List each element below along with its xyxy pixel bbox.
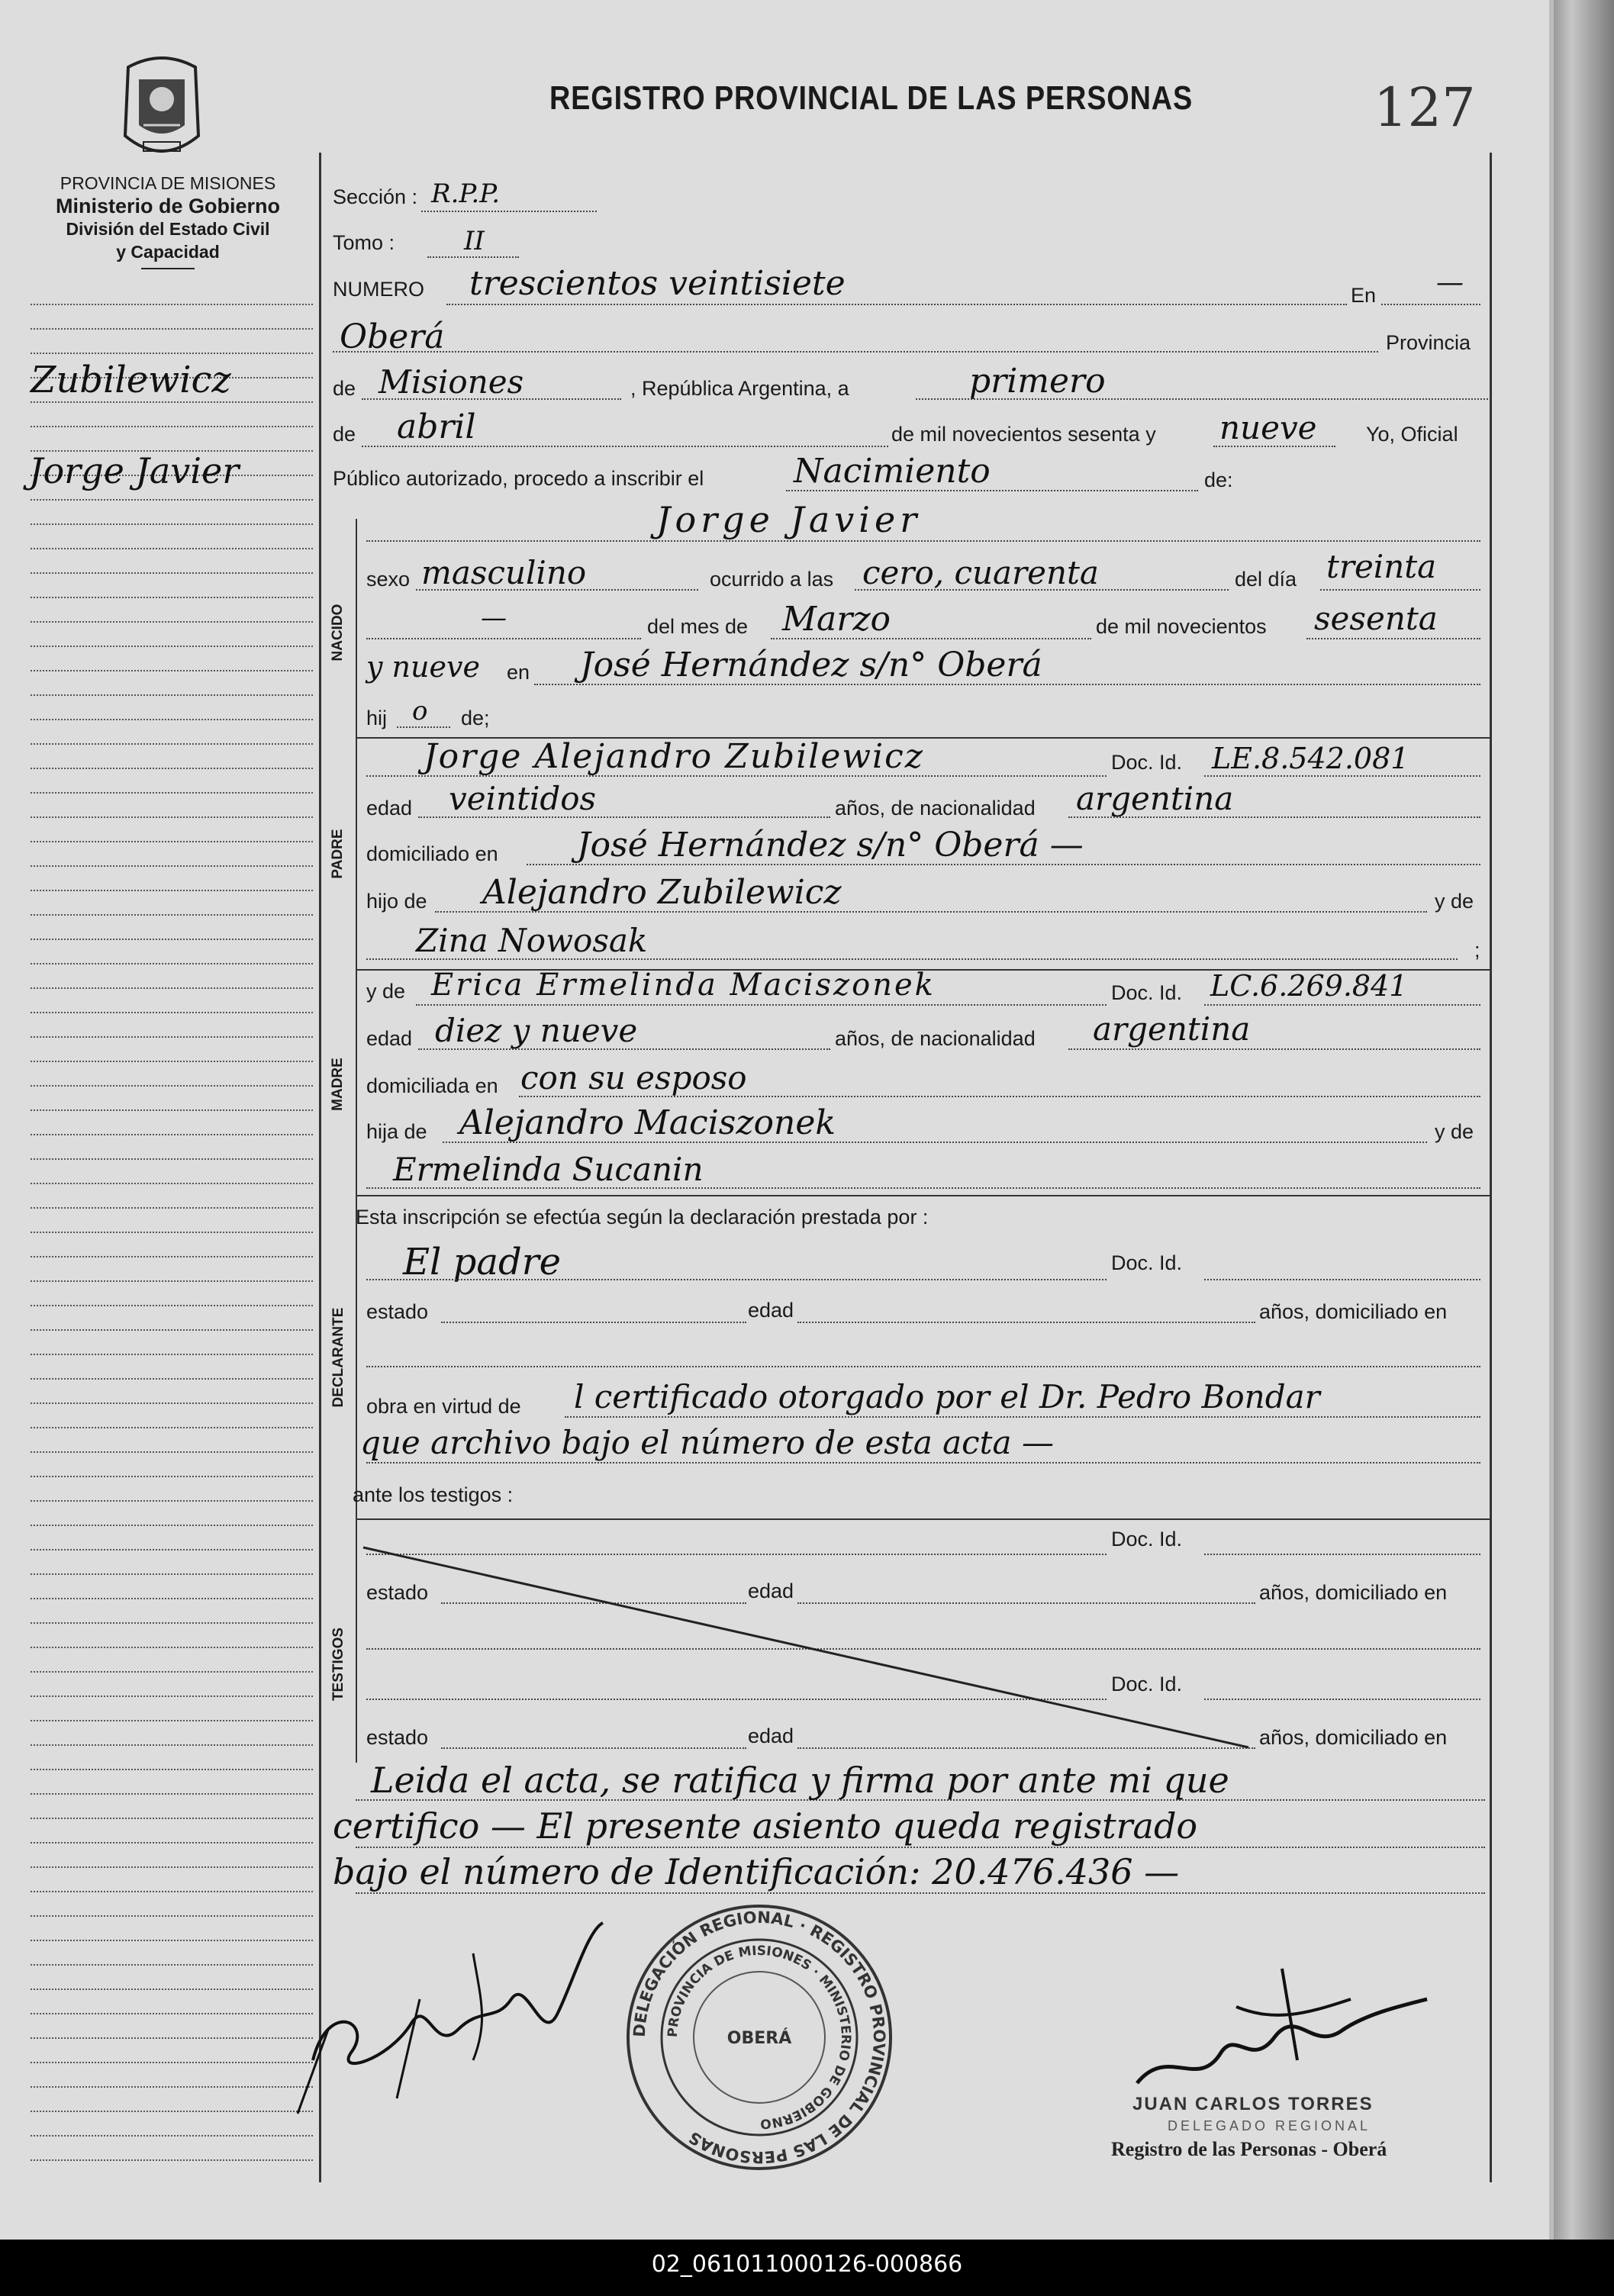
father-yde-label: y de (1435, 890, 1474, 913)
margin-dotted-line (31, 1818, 313, 1819)
seccion-value: R.P.P. (431, 179, 500, 209)
mother-name-line (416, 1004, 1107, 1006)
hijo-de-label: de; (461, 707, 490, 729)
birth-mil-label: de mil novecientos (1096, 615, 1267, 638)
father-doc-line (1204, 775, 1480, 777)
year-of-birth-line (1306, 638, 1480, 639)
day-value: primero (969, 362, 1106, 401)
strike-through-line (356, 1541, 1271, 1755)
witness1-doc-label: Doc. Id. (1111, 1528, 1183, 1551)
margin-dotted-line (31, 426, 313, 427)
nacido-tab: NACIDO (330, 604, 346, 662)
stamp-outer-text: DELEGACIÓN REGIONAL · REGISTRO PROVINCIAL DE LAS PERSONAS (630, 1908, 889, 2167)
obra-value: l certificado otorgado por el Dr. Pedro Bondar (574, 1378, 1320, 1415)
seccion-line (421, 211, 597, 212)
declarant-edad-label: edad (748, 1299, 794, 1322)
agency-line: Ministerio de Gobierno (55, 195, 281, 217)
margin-dotted-line (31, 1109, 313, 1111)
mother-nationality: argentina (1093, 1010, 1251, 1048)
right-rule (1490, 153, 1492, 2182)
margin-dotted-line (31, 914, 313, 916)
year-value: nueve (1219, 409, 1317, 446)
obra-line-2 (366, 1462, 1480, 1464)
declarant-dom-line (366, 1366, 1480, 1367)
obra-value-cont: que archivo bajo el número de esta acta — (360, 1424, 1054, 1461)
coat-of-arms-icon (113, 52, 211, 160)
margin-dotted-line (31, 1280, 313, 1282)
margin-dotted-line (31, 816, 313, 818)
father-name: Jorge Alejandro Zubilewicz (424, 737, 924, 776)
place-line (333, 351, 1378, 353)
mother-anos-label: años, de nacionalidad (835, 1027, 1036, 1050)
margin-dotted-line (31, 1866, 313, 1868)
official-stamp (622, 1900, 897, 2175)
mother-dom-label: domiciliada en (366, 1074, 498, 1097)
margin-dotted-line (31, 1500, 313, 1502)
section-divider (356, 1195, 1490, 1196)
margin-dotted-line (31, 1647, 313, 1648)
margin-dotted-line (31, 1988, 313, 1990)
margin-dotted-line (31, 1476, 313, 1477)
margin-dotted-line (31, 939, 313, 940)
margin-dotted-line (31, 1573, 313, 1575)
page-binding-edge (1554, 0, 1614, 2240)
de2-label: de (333, 423, 356, 446)
margin-dotted-line (31, 1940, 313, 1941)
margin-dotted-line (31, 1695, 313, 1697)
margin-dotted-line (31, 1549, 313, 1551)
declarante-intro: Esta inscripción se efectúa según la declaración prestada por : (356, 1206, 929, 1229)
margin-dotted-line (31, 2111, 313, 2112)
agency-line: y Capacidad (116, 242, 220, 262)
father-semicolon: ; (1474, 939, 1480, 961)
de3-label: de: (1204, 469, 1233, 491)
declarant-edad-line (797, 1322, 1255, 1323)
paternal-grandmother: Zina Nowosak (416, 922, 648, 959)
margin-dotted-line (31, 2086, 313, 2088)
margin-dotted-line (31, 865, 313, 867)
year-of-birth: sesenta (1314, 600, 1438, 637)
mother-hija-label: hija de (366, 1120, 427, 1143)
margin-dotted-line (31, 328, 313, 330)
mes-label: del mes de (647, 615, 749, 638)
father-hijo-label: hijo de (366, 890, 427, 913)
testigos-tab: TESTIGOS (330, 1627, 346, 1702)
mother-age: diez y nueve (435, 1012, 638, 1049)
father-anos-label: años, de nacionalidad (835, 797, 1036, 820)
witness2-edad-label: edad (748, 1724, 794, 1747)
father-edad-label: edad (366, 797, 413, 820)
hijo-label: hij (366, 707, 388, 729)
mother-doc-label: Doc. Id. (1111, 981, 1183, 1004)
obra-label: obra en virtud de (366, 1395, 521, 1418)
father-doc-value: LE.8.542.081 (1212, 742, 1409, 775)
ocurrido-label: ocurrido a las (710, 568, 834, 591)
margin-dotted-line (31, 1134, 313, 1135)
seccion-label: Sección : (333, 185, 418, 208)
declarant-estado-line (441, 1322, 746, 1323)
child-name-line (366, 540, 1480, 542)
closing-line-2: certifico — El presente asiento queda registrado (333, 1805, 1198, 1847)
closing-line-3: bajo el número de Identificación: 20.476.436 — (333, 1851, 1180, 1892)
margin-dotted-line (31, 1232, 313, 1233)
margin-dotted-line (31, 646, 313, 647)
tomo-label: Tomo : (333, 231, 395, 254)
day-of-birth-line (1320, 589, 1480, 591)
province-line (362, 398, 621, 400)
margin-dotted-line (31, 1402, 313, 1404)
margin-dotted-line (31, 792, 313, 794)
witness1-edad-label: edad (748, 1580, 794, 1602)
agency-block (15, 172, 321, 269)
declarant-doc-label: Doc. Id. (1111, 1251, 1183, 1274)
margin-dotted-line (31, 1964, 313, 1966)
paternal-grandfather: Alejandro Zubilewicz (482, 873, 842, 912)
sexo-label: sexo (366, 568, 411, 591)
mother-doc-value: LC.6.269.841 (1210, 969, 1408, 1003)
declarant-doc-line (1204, 1279, 1480, 1280)
month-line (362, 446, 888, 447)
paternal-grandfather-line (435, 911, 1427, 913)
declarant-signature (282, 1908, 618, 2121)
margin-dotted-line (31, 1622, 313, 1624)
witness2-doc-label: Doc. Id. (1111, 1673, 1183, 1695)
witness2-estado-label: estado (366, 1726, 429, 1749)
margin-dotted-line (31, 2062, 313, 2063)
margin-rule (319, 153, 321, 2182)
father-doc-label: Doc. Id. (1111, 751, 1183, 774)
margin-dotted-line (31, 987, 313, 989)
margin-dotted-line (31, 1769, 313, 1770)
margin-dotted-line (31, 1525, 313, 1526)
margin-dotted-line (31, 1061, 313, 1062)
margin-dotted-line (31, 1842, 313, 1844)
margin-dotted-line (31, 2159, 313, 2161)
agency-divider (141, 268, 195, 269)
birth-place-line (534, 684, 1480, 685)
father-nationality-line (1068, 816, 1480, 818)
margin-dotted-line (31, 1793, 313, 1795)
mother-doc-line (1204, 1004, 1480, 1006)
agency-line: División del Estado Civil (66, 219, 270, 239)
margin-dotted-line (31, 1915, 313, 1917)
official-role: DELEGADO REGIONAL (1168, 2118, 1371, 2133)
closing-line-1: Leida el acta, se ratifica y firma por ante mi que (371, 1760, 1229, 1801)
dash-line (366, 638, 641, 639)
margin-dotted-line (31, 1207, 313, 1209)
maternal-grandmother: Ermelinda Sucanin (393, 1151, 704, 1188)
numero-line (446, 304, 1347, 305)
margin-surname: Zubilewicz (31, 359, 231, 401)
margin-dotted-line (31, 743, 313, 745)
margin-dotted-line (31, 499, 313, 501)
image-id: 02_061011000126-000866 (651, 2251, 963, 2278)
margin-dotted-line (31, 572, 313, 574)
margin-dotted-line (31, 1354, 313, 1355)
declarant-name: El padre (403, 1241, 562, 1283)
act-line (786, 490, 1198, 491)
sexo-value: masculino (421, 554, 587, 591)
maternal-grandfather-line (443, 1142, 1427, 1143)
month-of-birth: Marzo (782, 600, 891, 639)
margin-dotted-line (31, 1305, 313, 1306)
numero-value: trescientos veintisiete (469, 264, 846, 303)
year-of-birth-cont: y nueve (366, 650, 480, 684)
margin-dotted-line (31, 523, 313, 525)
margin-dotted-line (31, 1671, 313, 1673)
folio-number: 127 (1374, 76, 1476, 139)
margin-dotted-line (31, 1183, 313, 1184)
en-label: En (1351, 284, 1377, 307)
mother-dom-value: con su esposo (520, 1059, 747, 1096)
margin-dotted-line (31, 1256, 313, 1257)
margin-dotted-line (31, 890, 313, 891)
publico-label: Público autorizado, procedo a inscribir el (333, 467, 704, 490)
province-value: Misiones (379, 363, 524, 401)
witness1-estado-label: estado (366, 1581, 429, 1604)
child-name: Jorge Javier (656, 499, 922, 540)
place-value: Oberá (340, 317, 445, 356)
margin-dotted-line (31, 1158, 313, 1160)
margin-dotted-line (31, 1427, 313, 1428)
birth-dash: — (481, 603, 507, 633)
witness1-anos-label: años, domiciliado en (1259, 1581, 1448, 1604)
margin-dotted-line (31, 1720, 313, 1721)
stamp-city: OBERÁ (726, 2029, 792, 2048)
year-line (1213, 446, 1335, 447)
margin-dotted-line (31, 597, 313, 598)
margin-dotted-line (31, 768, 313, 769)
agency-line: PROVINCIA DE MISIONES (60, 173, 276, 193)
de-label: de (333, 377, 356, 400)
maternal-grandmother-line (366, 1187, 1480, 1189)
margin-dotted-line (31, 353, 313, 354)
en-value: — (1436, 267, 1464, 298)
hour-line (855, 589, 1229, 591)
margin-dotted-line (31, 2135, 313, 2137)
margin-dotted-line (31, 1891, 313, 1892)
margin-dotted-line (31, 2037, 313, 2039)
numero-label: NUMERO (333, 278, 424, 301)
mother-age-line (418, 1048, 830, 1050)
margin-dotted-line (31, 1378, 313, 1380)
section-divider (356, 1518, 1490, 1520)
declarante-tab: DECLARANTE (330, 1307, 346, 1408)
stamp-inner-text: PROVINCIA DE MISIONES · MINISTERIO DE GOBIERNO (665, 1943, 854, 2132)
margin-dotted-line (31, 694, 313, 696)
birth-en-label: en (507, 661, 530, 684)
margin-dotted-line (31, 1329, 313, 1331)
mother-yde-label: y de (366, 980, 406, 1003)
paternal-grandmother-line (366, 958, 1458, 960)
father-age-line (418, 816, 830, 818)
official-signature (1122, 1953, 1442, 2106)
father-nationality: argentina (1076, 780, 1234, 817)
margin-dotted-line (31, 719, 313, 720)
margin-dotted-line (31, 401, 313, 403)
mil-label: de mil novecientos sesenta y (891, 423, 1156, 446)
provincia-label: Provincia (1386, 331, 1471, 354)
republica-label: , República Argentina, a (630, 377, 849, 400)
witness2-anos-label: años, domiciliado en (1259, 1726, 1448, 1749)
margin-dotted-line (31, 1451, 313, 1453)
margin-dotted-line (31, 1598, 313, 1599)
maternal-grandfather: Alejandro Maciszonek (459, 1103, 836, 1142)
margin-given-names: Jorge Javier (29, 450, 240, 491)
official-office: Registro de las Personas - Oberá (1111, 2138, 1387, 2160)
father-age: veintidos (449, 780, 597, 817)
hijo-line (397, 726, 450, 728)
tomo-value: II (464, 226, 485, 256)
father-name-line (366, 775, 1107, 777)
margin-dotted-line (31, 1085, 313, 1087)
declarant-estado-label: estado (366, 1300, 429, 1323)
margin-dotted-line (31, 670, 313, 671)
margin-dotted-line (31, 841, 313, 842)
page-title: REGISTRO PROVINCIAL DE LAS PERSONAS (549, 79, 1194, 117)
hour-value: cero, cuarenta (862, 554, 1099, 591)
padre-tab: PADRE (330, 829, 346, 879)
sexo-line (416, 589, 698, 591)
father-dom-label: domiciliado en (366, 842, 498, 865)
day-of-birth: treinta (1326, 548, 1437, 585)
margin-dotted-line (31, 548, 313, 549)
mother-dom-line (519, 1096, 1480, 1097)
tomo-line (427, 256, 519, 258)
day-line (916, 398, 1488, 400)
act-value: Nacimiento (794, 452, 991, 491)
closing-line-rule (356, 1892, 1485, 1894)
mother-edad-label: edad (366, 1027, 413, 1050)
birth-place: José Hernández s/n° Oberá (580, 646, 1042, 684)
margin-dotted-line (31, 1036, 313, 1038)
margin-dotted-line (31, 621, 313, 623)
declarant-name-line (366, 1279, 1107, 1280)
mother-nationality-line (1068, 1048, 1480, 1050)
oficial-label: Yo, Oficial (1366, 423, 1458, 446)
official-name: JUAN CARLOS TORRES (1132, 2094, 1374, 2114)
del-dia-label: del día (1235, 568, 1297, 591)
margin-dotted-line (31, 963, 313, 964)
margin-dotted-line (31, 304, 313, 305)
margin-dotted-line (31, 2013, 313, 2014)
month-value: abril (397, 407, 476, 446)
month-of-birth-line (771, 638, 1091, 639)
margin-dotted-line (31, 1012, 313, 1013)
hijo-value: o (412, 696, 428, 726)
obra-line (565, 1416, 1480, 1418)
en-line (1381, 304, 1480, 305)
testigos-intro: ante los testigos : (353, 1483, 514, 1506)
father-dom-value: José Hernández s/n° Oberá — (577, 826, 1084, 865)
mother-name: Erica Ermelinda Maciszonek (431, 968, 936, 1003)
declarant-anos-label: años, domiciliado en (1259, 1300, 1448, 1323)
margin-dotted-line (31, 1744, 313, 1746)
mother-yde2-label: y de (1435, 1120, 1474, 1143)
madre-tab: MADRE (330, 1058, 346, 1111)
closing-line-rule (356, 1847, 1485, 1848)
father-dom-line (527, 864, 1480, 865)
